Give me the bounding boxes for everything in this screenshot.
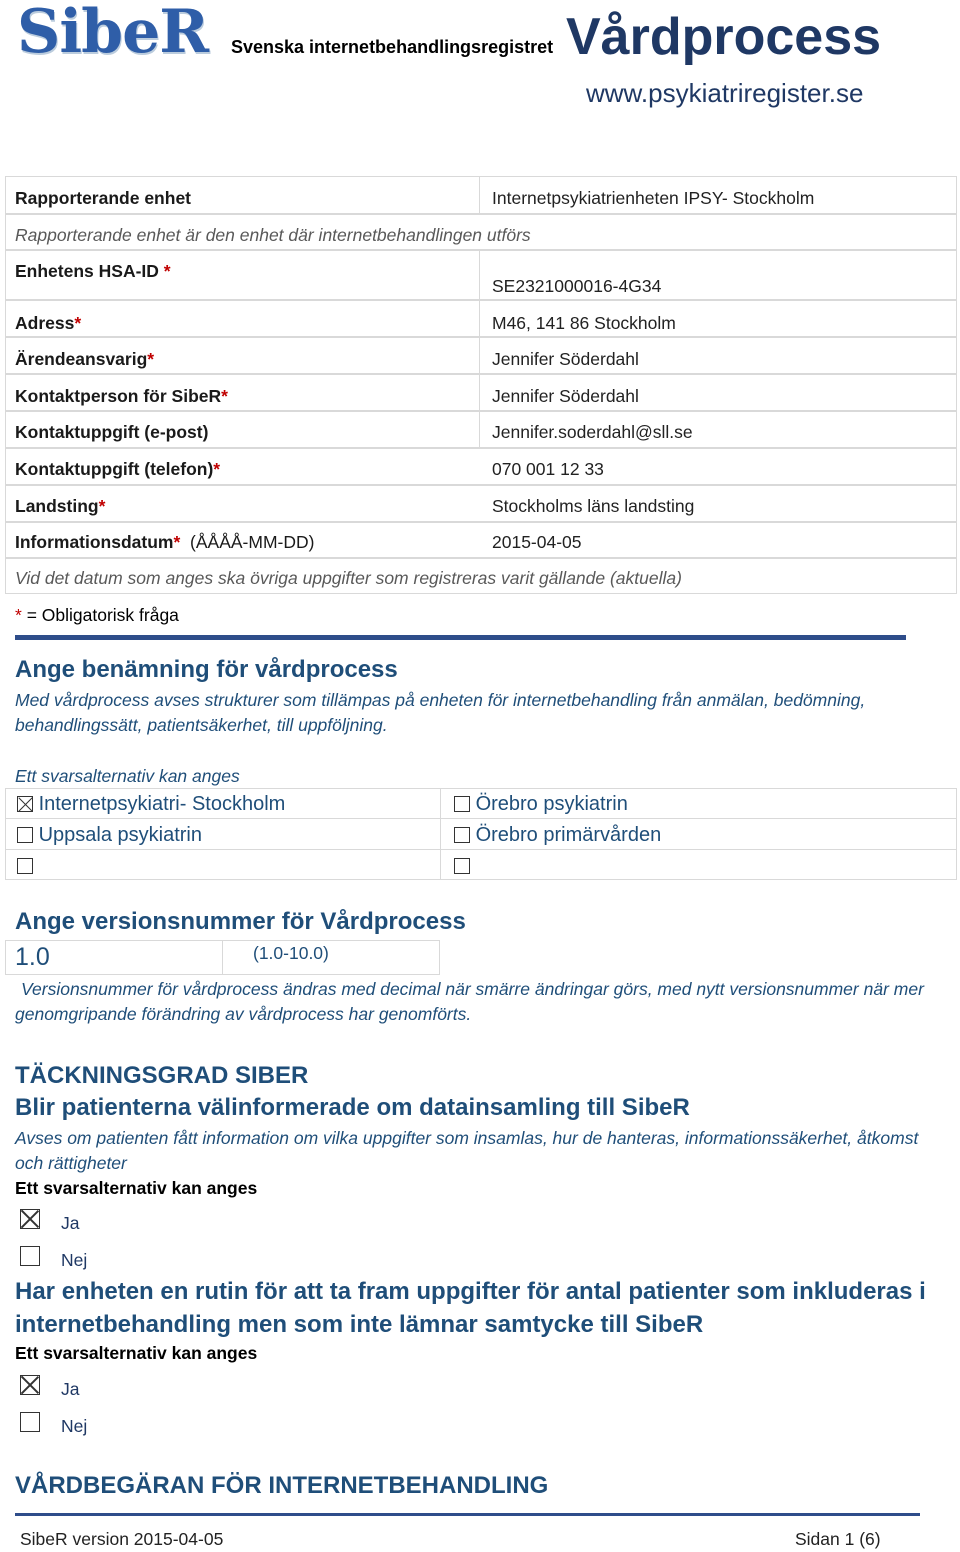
q1-nej-label: Nej xyxy=(61,1250,88,1270)
checkbox-icon[interactable] xyxy=(454,796,470,812)
hsa-label: Enhetens HSA-ID * xyxy=(15,261,171,281)
option-internetpsykiatri-stockholm[interactable]: Internetpsykiatri- Stockholm xyxy=(17,793,285,816)
checkbox-checked-icon[interactable] xyxy=(17,796,33,812)
footer-divider xyxy=(15,1513,920,1516)
date-note: Vid det datum som anges ska övriga uppgifter som registreras varit gällande (aktuella) xyxy=(15,568,682,588)
case-owner-value[interactable]: Jennifer Söderdahl xyxy=(492,349,639,369)
mandatory-note: * = Obligatorisk fråga xyxy=(15,605,179,625)
footer-version: SibeR version 2015-04-05 xyxy=(20,1529,224,1549)
phone-value[interactable]: 070 001 12 33 xyxy=(492,459,604,479)
checkbox-icon[interactable] xyxy=(17,827,33,843)
q2-nej-label: Nej xyxy=(61,1416,88,1436)
q1-nej-checkbox-icon[interactable] xyxy=(20,1246,40,1266)
q2-title-line1: Har enheten en rutin för att ta fram uppgifter för antal patienter som inkluderas i xyxy=(15,1278,926,1305)
care-process-description: Med vårdprocess avses strukturer som tillämpas på enheten för internetbehandling från anmälan, bedömning, behandlingssätt, patientsäkerhet, till uppföljning. xyxy=(15,690,866,735)
version-heading: Ange versionsnummer för Vårdprocess xyxy=(15,908,466,935)
q1-ja-checkbox-checked-icon[interactable] xyxy=(20,1209,40,1229)
row-address xyxy=(5,300,957,337)
coverage-heading: TÄCKNINGSGRAD SIBER xyxy=(15,1062,309,1089)
q2-ja-checkbox-checked-icon[interactable] xyxy=(20,1375,40,1395)
q1-ja-label: Ja xyxy=(61,1213,80,1233)
phone-label: Kontaktuppgift (telefon)* xyxy=(15,459,221,479)
county-label: Landsting* xyxy=(15,496,106,516)
q2-ja-label: Ja xyxy=(61,1379,80,1399)
checkbox-icon[interactable] xyxy=(454,827,470,843)
checkbox-icon[interactable] xyxy=(454,858,470,874)
document-title: Vårdprocess xyxy=(566,8,882,66)
date-value[interactable]: 2015-04-05 xyxy=(492,532,582,552)
option-orebro-psykiatrin[interactable]: Örebro psykiatrin xyxy=(454,793,628,816)
option-orebro-primarvarden[interactable]: Örebro primärvården xyxy=(454,824,661,847)
address-value[interactable]: M46, 141 86 Stockholm xyxy=(492,313,676,333)
q2-instruction: Ett svarsalternativ kan anges xyxy=(15,1343,258,1363)
reporting-unit-value[interactable]: Internetpsykiatrienheten IPSY- Stockholm xyxy=(492,188,815,208)
option-uppsala-psykiatrin[interactable]: Uppsala psykiatrin xyxy=(17,824,202,847)
version-range: (1.0-10.0) xyxy=(253,943,329,963)
row-county xyxy=(5,485,957,522)
email-label: Kontaktuppgift (e-post) xyxy=(15,422,209,442)
next-section-heading: VÅRDBEGÄRAN FÖR INTERNETBEHANDLING xyxy=(15,1472,549,1499)
address-label: Adress* xyxy=(15,313,82,333)
logo-subtitle: Svenska internetbehandlingsregistret xyxy=(231,37,554,57)
q1-description: Avses om patienten fått information om vilka uppgifter som insamlas, hur de hanteras, informationssäkerhet, åtkomst och rättigheter xyxy=(15,1128,919,1173)
q2-title-line2: internetbehandling men som inte lämnar samtycke till SibeR xyxy=(15,1311,704,1338)
siber-logo: SibeR xyxy=(17,0,209,67)
care-process-heading: Ange benämning för vårdprocess xyxy=(15,656,398,683)
version-note: Versionsnummer för vårdprocess ändras med decimal när smärre ändringar görs, med nytt versionsnummer när mer genomgripande förändring av vårdprocess har genomförts. xyxy=(15,979,924,1024)
case-owner-label: Ärendeansvarig* xyxy=(15,349,155,369)
date-label: Informationsdatum* (ÅÅÅÅ-MM-DD) xyxy=(15,532,315,552)
q2-nej-checkbox-icon[interactable] xyxy=(20,1412,40,1432)
registry-url[interactable]: www.psykiatriregister.se xyxy=(586,78,864,108)
option-empty-2[interactable] xyxy=(454,855,470,878)
reporting-unit-note: Rapporterande enhet är den enhet där internetbehandlingen utförs xyxy=(15,225,531,245)
version-value[interactable]: 1.0 xyxy=(15,943,50,971)
footer-page-number: Sidan 1 (6) xyxy=(795,1529,881,1549)
date-format: (ÅÅÅÅ-MM-DD) xyxy=(190,532,315,552)
email-value[interactable]: Jennifer.soderdahl@sll.se xyxy=(492,422,693,442)
contact-label: Kontaktperson för SibeR* xyxy=(15,386,228,406)
q1-instruction: Ett svarsalternativ kan anges xyxy=(15,1178,258,1198)
county-value[interactable]: Stockholms läns landsting xyxy=(492,496,695,516)
hsa-value[interactable]: SE2321000016-4G34 xyxy=(492,276,662,296)
section-divider xyxy=(15,635,906,640)
care-process-instruction: Ett svarsalternativ kan anges xyxy=(15,766,240,786)
q1-title: Blir patienterna välinformerade om datainsamling till SibeR xyxy=(15,1094,690,1121)
reporting-unit-label: Rapporterande enhet xyxy=(15,188,191,208)
checkbox-icon[interactable] xyxy=(17,858,33,874)
option-empty-1[interactable] xyxy=(17,855,33,878)
contact-value[interactable]: Jennifer Söderdahl xyxy=(492,386,639,406)
